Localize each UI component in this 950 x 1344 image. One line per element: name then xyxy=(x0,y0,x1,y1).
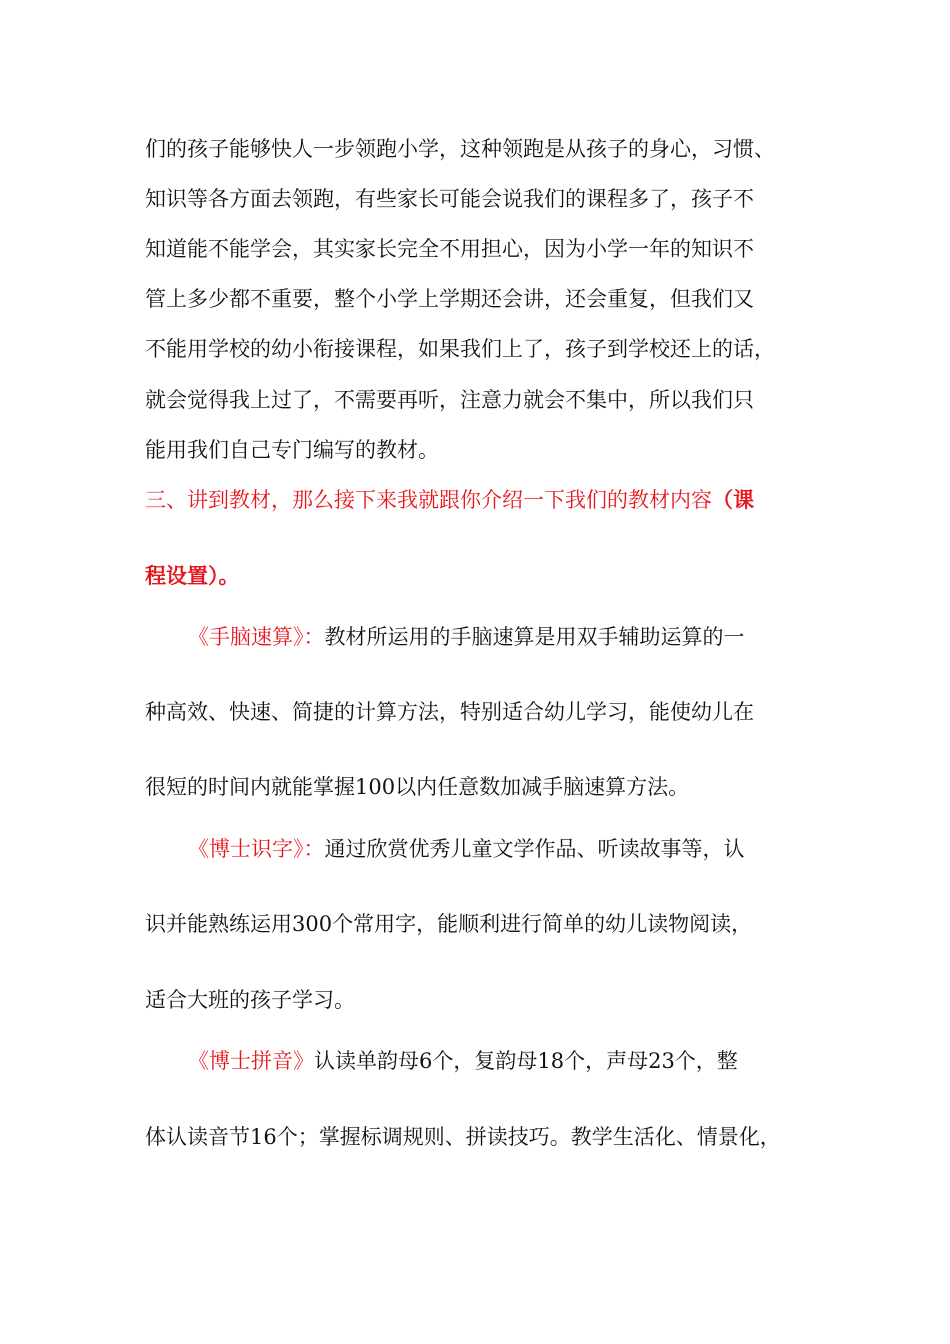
paragraph1-line-4: 管上多少都不重要，整个小学上学期还会讲，还会重复，但我们又 xyxy=(145,287,754,311)
paragraph1-line-5: 不能用学校的幼小衔接课程，如果我们上了，孩子到学校还上的话， xyxy=(145,337,775,361)
course-pinyin-desc: 认读单韵母6个，复韵母18个，声母23个，整 xyxy=(314,1049,738,1073)
course-pinyin-line-1 xyxy=(188,1046,738,1076)
section3-heading-line-1 xyxy=(145,485,754,515)
course-math-desc: 教材所运用的手脑速算是用双手辅助运算的一 xyxy=(324,625,745,649)
course-pinyin-title: 《博士拼音》 xyxy=(188,1049,314,1073)
section3-heading-line-2: 程设置）。 xyxy=(145,563,240,588)
course-literacy-line-3: 适合大班的孩子学习。 xyxy=(145,988,355,1012)
course-math-line-3: 很短的时间内就能掌握100以内任意数加减手脑速算方法。 xyxy=(145,775,690,799)
course-literacy-line-2: 识并能熟练运用300个常用字，能顺利进行简单的幼儿读物阅读， xyxy=(145,912,753,936)
course-math-title: 《手脑速算》： xyxy=(188,625,325,649)
course-math-line-2: 种高效、快速、简捷的计算方法，特别适合幼儿学习，能使幼儿在 xyxy=(145,700,754,724)
section3-heading-text: 三、讲到教材，那么接下来我就跟你介绍一下我们的教材内容 xyxy=(145,488,712,512)
course-literacy-line-1 xyxy=(188,834,745,864)
paragraph1-line-6: 就会觉得我上过了，不需要再听，注意力就会不集中，所以我们只 xyxy=(145,388,754,412)
course-math-line-1 xyxy=(188,622,745,652)
section3-heading-bold-start: （课 xyxy=(712,487,754,512)
paragraph1-line-7: 能用我们自己专门编写的教材。 xyxy=(145,438,439,462)
course-literacy-title: 《博士识字》： xyxy=(188,837,325,861)
paragraph1-line-3: 知道能不能学会，其实家长完全不用担心，因为小学一年的知识不 xyxy=(145,237,754,261)
course-pinyin-line-2: 体认读音节16个；掌握标调规则、拼读技巧。教学生活化、情景化， xyxy=(145,1125,781,1149)
paragraph1-line-1: 们的孩子能够快人一步领跑小学，这种领跑是从孩子的身心，习惯、 xyxy=(145,137,775,161)
paragraph1-line-2: 知识等各方面去领跑，有些家长可能会说我们的课程多了，孩子不 xyxy=(145,187,754,211)
course-literacy-desc: 通过欣赏优秀儿童文学作品、听读故事等，认 xyxy=(324,837,745,861)
